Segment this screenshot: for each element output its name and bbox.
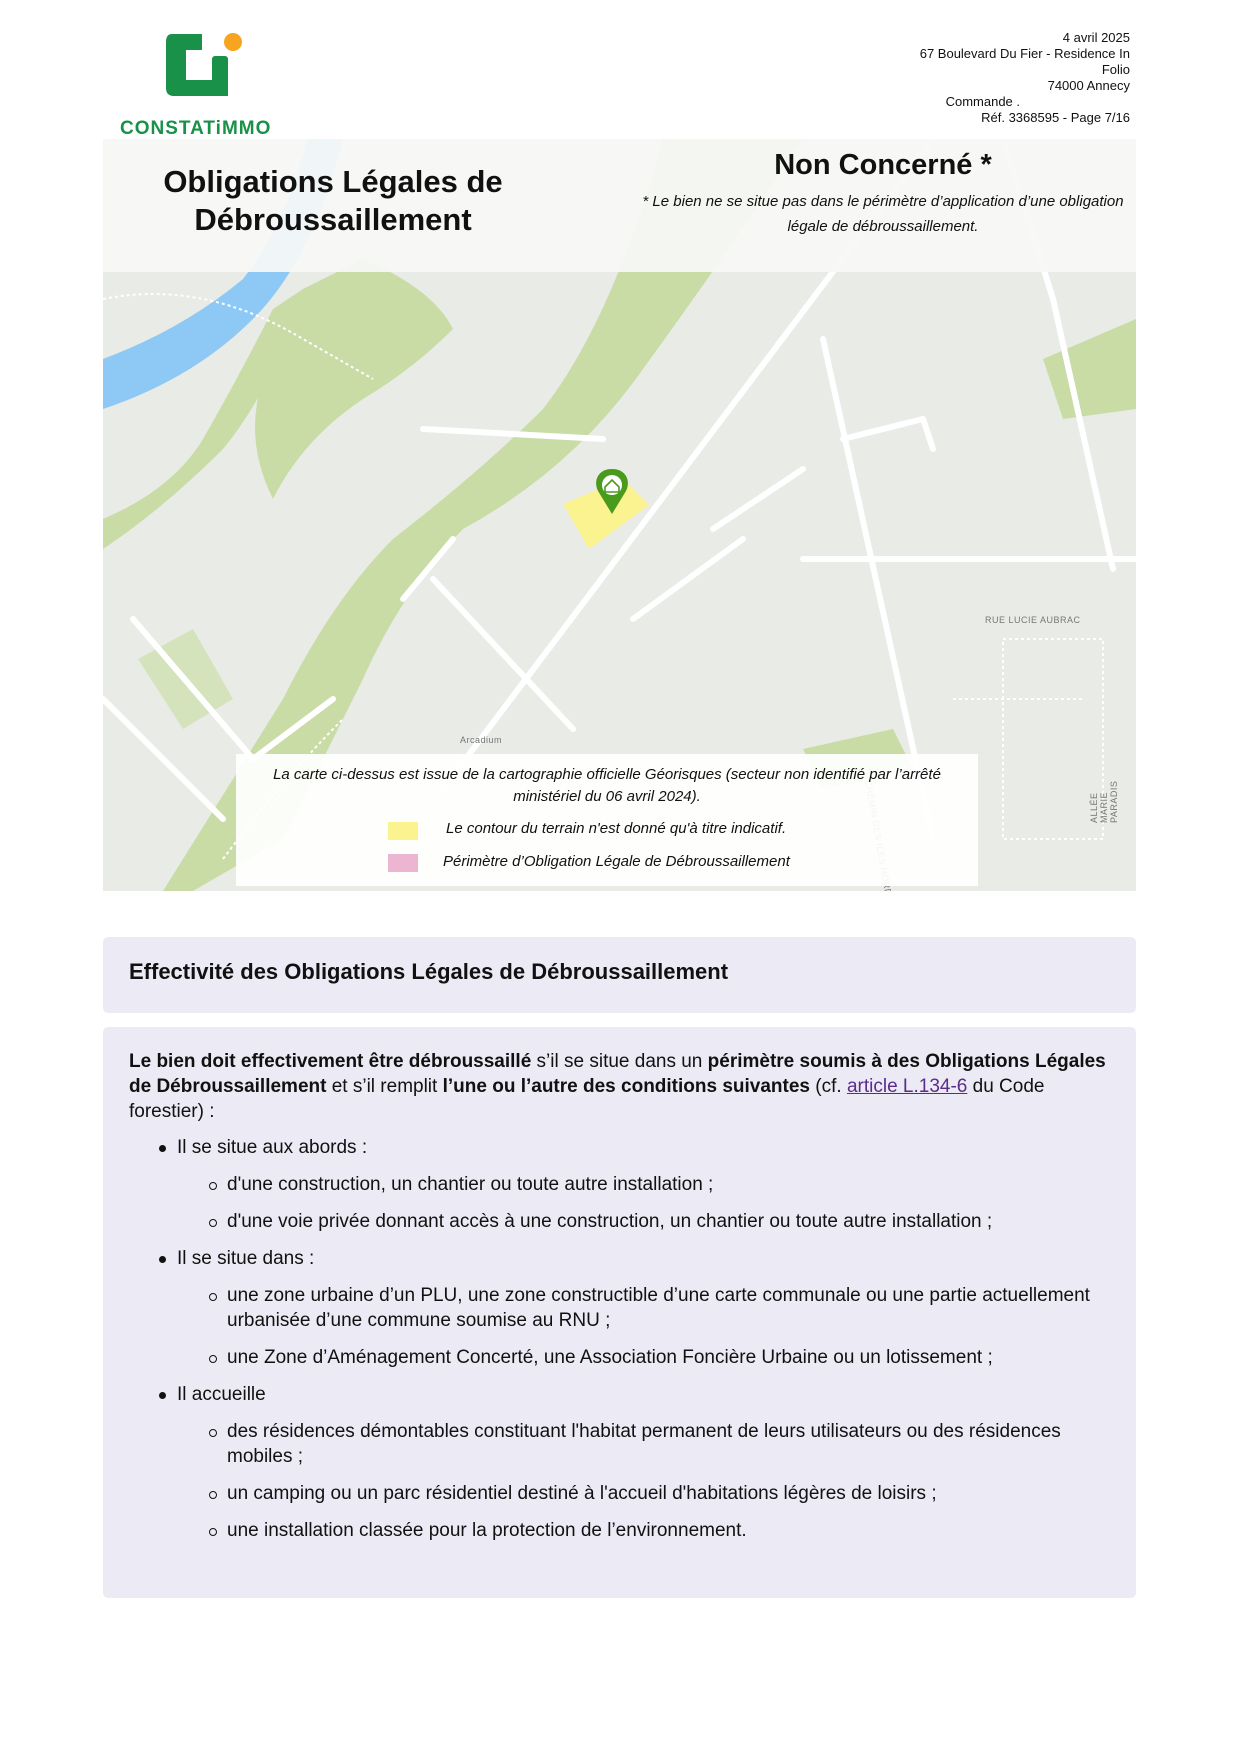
map-title-line-2: Débroussaillement [194, 202, 472, 237]
sub-bullet-icon [209, 1491, 217, 1499]
parcel-swatch [388, 822, 418, 840]
article-link[interactable]: article L.134-6 [846, 1076, 968, 1097]
map-legend [236, 754, 978, 886]
intro-bold-2: périmètre soumis à des Obligations Légales de Débroussaillement [129, 1051, 1106, 1097]
intro-text-2: et s’il remplit [326, 1076, 443, 1097]
brand-name: CONSTATiMMO [120, 118, 272, 139]
bullet-icon [159, 1392, 166, 1399]
intro-text-4: du Code forestier) : [129, 1076, 1045, 1122]
map-title [163, 163, 503, 239]
bullet-icon [159, 1145, 166, 1152]
document-date: 4 avril 2025 [1062, 30, 1130, 45]
sub-bullet-icon [209, 1528, 217, 1536]
sub-bullet-icon [209, 1293, 217, 1301]
reference: Réf. 3368595 - Page 7/16 [981, 110, 1130, 125]
sub-list-item: d'une voie privée donnant accès à une construction, un chantier ou toute autre installation ; [227, 1211, 993, 1232]
legend-perimeter: Périmètre d’Obligation Légale de Débroussaillement [443, 853, 790, 870]
status-note: * Le bien ne se situe pas dans le périmètre d’application d’une obligation légale de débroussaillement. [642, 193, 1124, 235]
company-logo [118, 30, 288, 140]
legend-parcel: Le contour du terrain n'est donné qu'à titre indicatif. [446, 820, 787, 837]
intro-bold-3: l’une ou l’autre des conditions suivantes [442, 1076, 810, 1097]
address-line-2: Folio [1101, 62, 1130, 77]
sub-list-item: un camping ou un parc résidentiel destiné à l'accueil d'habitations légères de loisirs ; [227, 1483, 937, 1504]
intro-text-3: (cf. [810, 1076, 847, 1097]
sub-list-item: une zone urbaine d’un PLU, une zone constructible d’une carte communale ou une partie actuellement urbanisée d’une commune soumise au RNU ; [227, 1285, 1090, 1331]
perimeter-swatch [388, 854, 418, 872]
map-header [103, 139, 1136, 272]
map-title-line-1: Obligations Légales de [163, 164, 503, 199]
sub-bullet-icon [209, 1355, 217, 1363]
map-panel [103, 139, 1136, 891]
effectivite-intro [129, 1049, 1114, 1124]
street-label-rue-lucie-aubrac: RUE LUCIE AUBRAC [985, 615, 1081, 625]
sub-bullet-icon [209, 1219, 217, 1227]
sub-list-item: une Zone d’Aménagement Concerté, une Association Foncière Urbaine ou un lotissement ; [227, 1347, 993, 1368]
logo-mark-icon [162, 30, 242, 102]
address-line-3: 74000 Annecy [1047, 78, 1130, 93]
place-label-arcadium: Arcadium [460, 735, 503, 745]
document-meta [920, 30, 1130, 126]
intro-text-1: s’il se situe dans un [531, 1051, 708, 1072]
effectivite-content [103, 1027, 1136, 1598]
address-line-1: 67 Boulevard Du Fier - Residence In [919, 46, 1130, 61]
legend-source: La carte ci-dessus est issue de la cartographie officielle Géorisques (secteur non identifié par l’arrêté ministériel du 06 avril 2024). [273, 766, 941, 805]
sub-list-item: une installation classée pour la protection de l’environnement. [227, 1520, 747, 1541]
street-label-allee: ALLÉE MARIE PARADIS [1089, 780, 1119, 823]
intro-bold-1: Le bien doit effectivement être débroussaillé [129, 1051, 532, 1072]
effectivite-header [103, 937, 1136, 1013]
sub-list-item: d'une construction, un chantier ou toute autre installation ; [227, 1174, 714, 1195]
effectivite-heading: Effectivité des Obligations Légales de Débroussaillement [129, 959, 729, 984]
sub-bullet-icon [209, 1429, 217, 1437]
list-item: Il accueille [177, 1384, 266, 1405]
sub-bullet-icon [209, 1182, 217, 1190]
list-item: Il se situe dans : [177, 1248, 315, 1269]
bullet-icon [159, 1256, 166, 1263]
list-item: Il se situe aux abords : [177, 1137, 368, 1158]
order-label: Commande . [945, 94, 1020, 109]
status-title: Non Concerné * [774, 149, 992, 181]
sub-list-item: des résidences démontables constituant l'habitat permanent de leurs utilisateurs ou des résidences mobiles ; [227, 1421, 1061, 1467]
